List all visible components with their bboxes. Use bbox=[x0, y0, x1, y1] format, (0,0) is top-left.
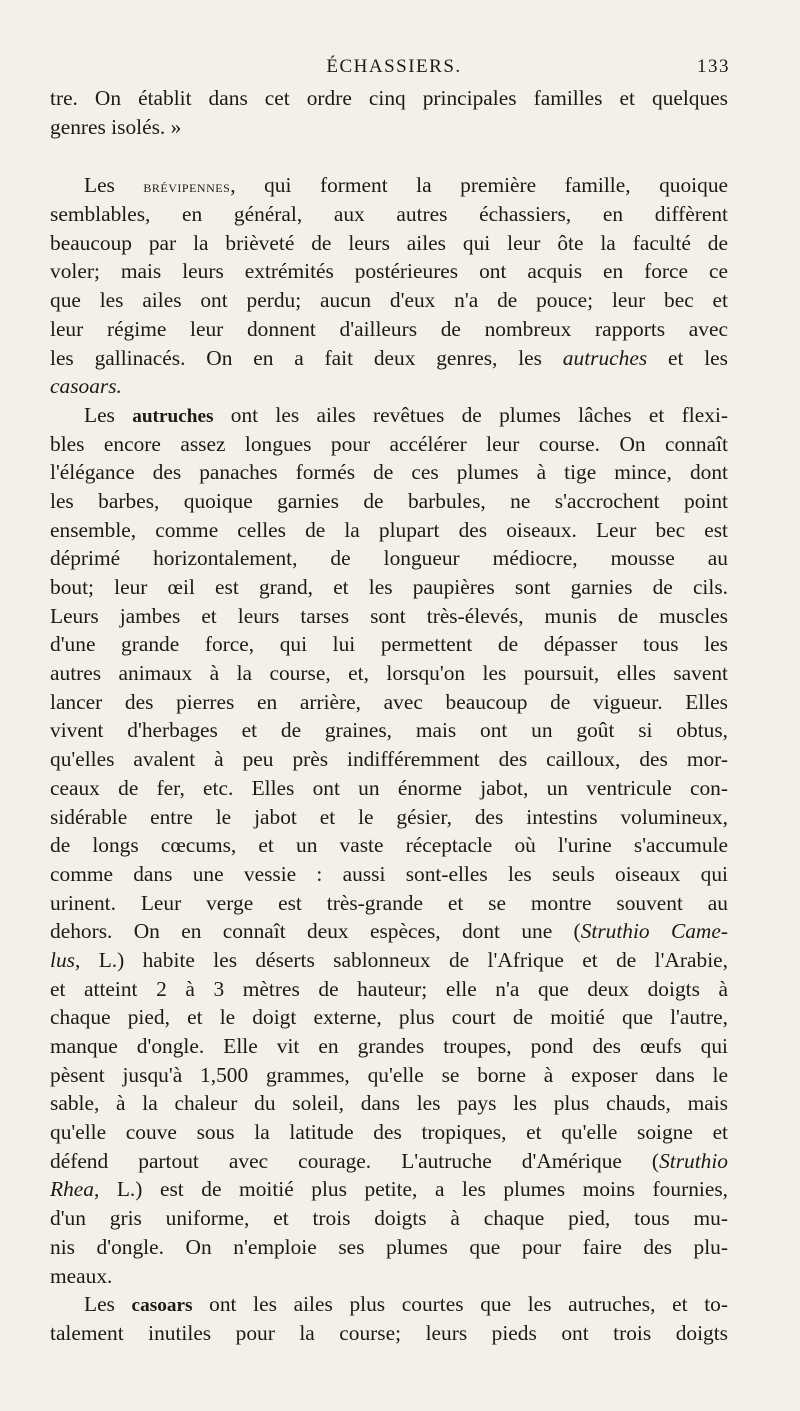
text-line: les gallinacés. On en a fait deux genres, les autruches et les bbox=[50, 345, 728, 370]
text-line: pèsent jusqu'à 1,500 grammes, qu'elle se borne à exposer dans le bbox=[50, 1062, 728, 1087]
term-brevipennes: brévipennes bbox=[143, 176, 231, 197]
text-line: les barbes, quoique garnies de barbules, ne s'accrochent point bbox=[50, 488, 728, 513]
species-name: Struthio Came- bbox=[580, 919, 728, 944]
text-line: sidérable entre le jabot et le gésier, des intestins volumineux, bbox=[50, 804, 728, 829]
text-line: beaucoup par la brièveté de leurs ailes qui leur ôte la faculté de bbox=[50, 230, 728, 255]
text-line: bout; leur œil est grand, et les paupières sont garnies de cils. bbox=[50, 575, 728, 599]
text-line: leur régime leur donnent d'ailleurs de nombreux rapports avec bbox=[50, 316, 728, 341]
text-line: de longs cœcums, et un vaste réceptacle où l'urine s'accumule bbox=[50, 833, 728, 858]
text-line: ensemble, comme celles de la plupart des oiseaux. Leur bec est bbox=[50, 517, 728, 542]
text-line: bles encore assez longues pour accélérer leur course. On connaît bbox=[50, 431, 728, 456]
text-line: semblables, en général, aux autres échassiers, en diffèrent bbox=[50, 202, 728, 227]
running-title: ÉCHASSIERS. bbox=[326, 56, 462, 77]
page-number: 133 bbox=[697, 56, 730, 77]
term-autruches: autruches bbox=[562, 345, 648, 370]
text-line: autres animaux à la course, et, lorsqu'on les poursuit, elles savent bbox=[50, 661, 728, 686]
text-line bbox=[50, 372, 728, 401]
text-line: dehors. On en connaît deux espèces, dont une (Struthio Came- bbox=[50, 919, 728, 944]
text-line: lus, L.) habite les déserts sablonneux de l'Afrique et de l'Arabie, bbox=[50, 947, 728, 972]
text-line: Rhea, L.) est de moitié plus petite, a les plumes moins fournies, bbox=[50, 1177, 728, 1202]
text-line: et atteint 2 à 3 mètres de hauteur; elle n'a que deux doigts à bbox=[50, 976, 728, 1001]
text-line: défend partout avec courage. L'autruche d'Amérique (Struthio bbox=[50, 1148, 728, 1173]
text-line: déprimé horizontalement, de longueur médiocre, mousse au bbox=[50, 546, 728, 571]
text-line: genres isolés. » bbox=[50, 114, 182, 139]
text-line: que les ailes ont perdu; aucun d'eux n'a de pouce; leur bec et bbox=[50, 288, 728, 313]
text-line: comme dans une vessie : aussi sont-elles les seuls oiseaux qui bbox=[50, 861, 728, 886]
text-line: qu'elles avalent à peu près indifféremment des cailloux, des mor- bbox=[50, 747, 728, 772]
text-line: Leurs jambes et leurs tarses sont très-élevés, munis de muscles bbox=[50, 603, 728, 628]
text-line: d'un gris uniforme, et trois doigts à chaque pied, tous mu- bbox=[50, 1206, 728, 1231]
species-name: lus bbox=[50, 947, 75, 972]
text-line: Les brévipennes, qui forment la première famille, quoique bbox=[84, 173, 729, 198]
species-name: Rhea bbox=[50, 1177, 94, 1202]
text-line: vivent d'herbages et de graines, mais ont un goût si obtus, bbox=[50, 718, 728, 743]
term-casoars-heading: casoars bbox=[131, 1295, 193, 1317]
text-line: meaux. bbox=[50, 1263, 113, 1288]
text-line: qu'elle couve sous la latitude des tropiques, et qu'elle soigne et bbox=[50, 1120, 728, 1145]
text-line: voler; mais leurs extrémités postérieures ont acquis en force ce bbox=[50, 259, 728, 284]
text-line: manque d'ongle. Elle vit en grandes troupes, pond des œufs qui bbox=[50, 1034, 728, 1058]
text-line: d'une grande force, qui lui permettent de dépasser tous les bbox=[50, 632, 728, 657]
text-line: Les autruches ont les ailes revêtues de plumes lâches et flexi- bbox=[84, 402, 729, 427]
term-autruches-heading: autruches bbox=[132, 405, 214, 427]
body-text bbox=[50, 84, 728, 1348]
term-casoars: casoars. bbox=[50, 374, 122, 399]
text-line: sable, à la chaleur du soleil, dans les pays les plus chauds, mais bbox=[50, 1091, 728, 1116]
species-name: Struthio bbox=[659, 1148, 728, 1173]
text-line: ceaux de fer, etc. Elles ont un énorme jabot, un ventricule con- bbox=[50, 775, 728, 800]
text-line: nis d'ongle. On n'emploie ses plumes que pour faire des plu- bbox=[50, 1234, 728, 1259]
text-line: talement inutiles pour la course; leurs pieds ont trois doigts bbox=[50, 1320, 728, 1345]
text-line: lancer des pierres en arrière, avec beaucoup de vigueur. Elles bbox=[50, 689, 728, 714]
text-line: Les casoars ont les ailes plus courtes que les autruches, et to- bbox=[84, 1292, 728, 1317]
text-line: l'élégance des panaches formés de ces plumes à tige mince, dont bbox=[50, 460, 728, 485]
text-line: tre. On établit dans cet ordre cinq principales familles et quelques bbox=[50, 86, 728, 110]
text-line: chaque pied, et le doigt externe, plus court de moitié que l'autre, bbox=[50, 1005, 728, 1030]
text-line: urinent. Leur verge est très-grande et se montre souvent au bbox=[50, 890, 728, 915]
